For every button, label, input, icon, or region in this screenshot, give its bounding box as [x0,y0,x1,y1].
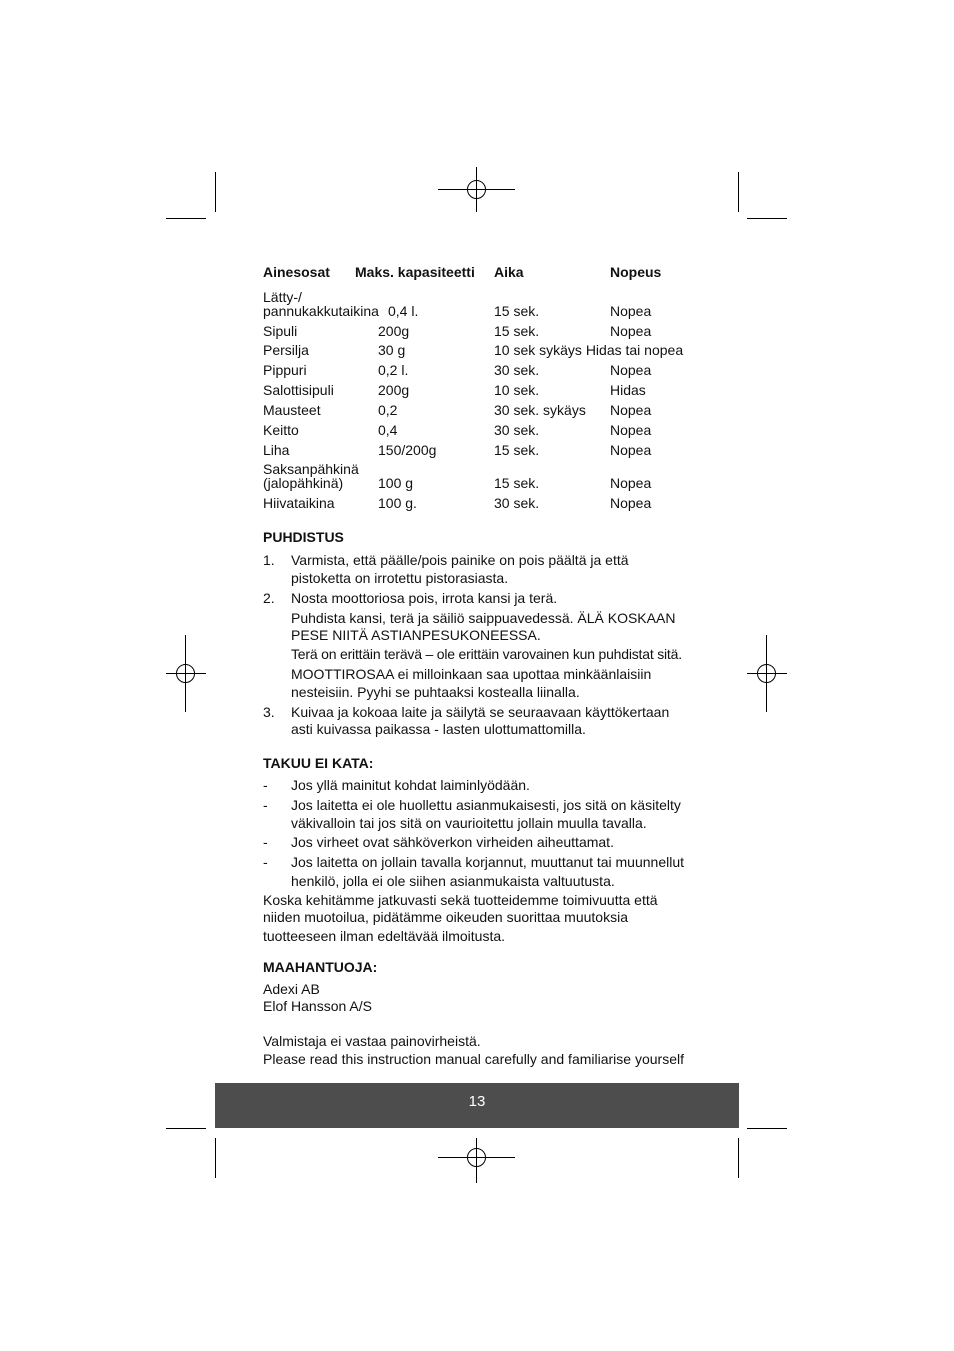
capacity-value: 100 g [378,475,414,491]
header-capacity: Maks. kapasiteetti [355,264,475,280]
crop-mark [166,1128,206,1129]
ingredient-name: Sipuli [263,323,298,339]
warranty-paragraph: Koska kehitämme jatkuvasti sekä tuotteidemme toimivuutta että [263,892,658,908]
header-speed: Nopeus [610,264,662,280]
table-row [263,303,703,323]
ingredient-name: Lätty-/ [263,289,302,305]
table-row [263,362,703,382]
crop-mark [747,218,787,219]
capacity-value: 0,4 l. [388,303,419,319]
table-row [263,475,703,495]
list-item-text: pistoketta on irrotettu pistorasiasta. [291,570,509,586]
list-item-text: väkivalloin tai jos sitä on vaurioitettu jollain muulla tavalla. [291,815,647,831]
speed-value: Nopea [610,442,652,458]
list-item-text: asti kuivassa paikassa - lasten ulottumattomilla. [291,721,586,737]
ingredient-name: Persilja [263,342,309,358]
list-item-text: Puhdista kansi, terä ja säiliö saippuavedessä. ÄLÄ KOSKAAN [291,610,676,626]
warranty-paragraph: niiden muotoilua, pidätämme oikeuden suorittaa muutoksia [263,909,628,925]
time-value: 30 sek. [494,495,540,511]
list-number: 3. [263,704,275,720]
list-item-text: Jos laitetta ei ole huollettu asianmukaisesti, jos sitä on käsitelty [291,797,681,813]
table-row [263,495,703,515]
crop-mark [747,1128,787,1129]
time-value: 15 sek. [494,442,540,458]
cleaning-heading: PUHDISTUS [263,529,344,545]
importer-name: Elof Hansson A/S [263,998,372,1014]
capacity-value: 200g [378,382,410,398]
ingredient-name: Pippuri [263,362,307,378]
list-item-text: Nosta moottoriosa pois, irrota kansi ja terä. [291,590,558,606]
crop-mark [738,172,739,212]
ingredient-name: Saksanpähkinä [263,461,359,477]
speed-value: Hidas [610,382,646,398]
speed-value: Nopea [610,362,652,378]
list-item-text: Jos laitetta on jollain tavalla korjannut, muuttanut tai muunnellut [291,854,685,870]
ingredient-name: Keitto [263,422,299,438]
crop-mark [738,1138,739,1178]
capacity-value: 200g [378,323,410,339]
time-value: 10 sek sykäys Hidas tai nopea [494,342,684,358]
list-bullet: - [263,854,268,870]
capacity-value: 30 g [378,342,406,358]
crop-mark [166,218,206,219]
list-item-text: Kuivaa ja kokoaa laite ja säilytä se seuraavaan käyttökertaan [291,704,670,720]
speed-value: Nopea [610,303,652,319]
capacity-value: 0,2 l. [378,362,409,378]
speed-value: Nopea [610,475,652,491]
table-row [263,442,703,462]
list-item-text: MOOTTIROSAA ei milloinkaan saa upottaa minkäänlaisiin [291,666,652,682]
importer-name: Adexi AB [263,981,320,997]
english-intro-text: Please read this instruction manual carefully and familiarise yourself [263,1051,684,1067]
list-item-text: Jos yllä mainitut kohdat laiminlyödään. [291,777,530,793]
capacity-value: 0,2 [378,402,398,418]
list-item-text: henkilö, jolla ei ole siihen asianmukaista valtuutusta. [291,873,615,889]
capacity-value: 150/200g [378,442,437,458]
time-value: 15 sek. [494,303,540,319]
footer-bar [215,1083,739,1128]
time-value: 30 sek. [494,422,540,438]
table-row [263,382,703,402]
list-item-text: Varmista, että päälle/pois painike on pois päältä ja että [291,552,629,568]
list-bullet: - [263,834,268,850]
crop-mark [215,1138,216,1178]
crop-mark [215,172,216,212]
table-header [263,264,703,284]
ingredient-name: pannukakkutaikina [263,303,379,319]
ingredient-name: Hiivataikina [263,495,335,511]
importer-heading: MAAHANTUOJA: [263,959,378,975]
ingredient-name: Mausteet [263,402,321,418]
time-value: 15 sek. [494,475,540,491]
list-bullet: - [263,777,268,793]
capacity-value: 0,4 [378,422,398,438]
capacity-value: 100 g. [378,495,417,511]
time-value: 15 sek. [494,323,540,339]
page-number: 13 [468,1093,486,1110]
time-value: 30 sek. [494,362,540,378]
speed-value: Nopea [610,422,652,438]
warranty-paragraph: tuotteeseen ilman edeltävää ilmoitusta. [263,928,506,944]
list-number: 1. [263,552,275,568]
warranty-heading: TAKUU EI KATA: [263,755,374,771]
time-value: 30 sek. sykäys [494,402,586,418]
list-bullet: - [263,797,268,813]
disclaimer-text: Valmistaja ei vastaa painovirheistä. [263,1033,481,1049]
time-value: 10 sek. [494,382,540,398]
speed-value: Nopea [610,323,652,339]
list-item-text: Terä on erittäin terävä – ole erittäin varovainen kun puhdistat sitä. [291,646,682,662]
list-number: 2. [263,590,275,606]
ingredient-name: Liha [263,442,290,458]
table-row [263,402,703,422]
speed-value: Nopea [610,495,652,511]
table-row [263,422,703,442]
list-item-text: Jos virheet ovat sähköverkon virheiden aiheuttamat. [291,834,614,850]
list-item-text: PESE NIITÄ ASTIANPESUKONEESSA. [291,627,541,643]
table-row [263,323,703,343]
table-row [263,342,703,362]
header-ingredient: Ainesosat [263,264,330,280]
speed-value: Nopea [610,402,652,418]
ingredient-name: Salottisipuli [263,382,334,398]
list-item-text: nesteisiin. Pyyhi se puhtaaksi kostealla liinalla. [291,684,580,700]
ingredient-name: (jalopähkinä) [263,475,344,491]
header-time: Aika [494,264,524,280]
